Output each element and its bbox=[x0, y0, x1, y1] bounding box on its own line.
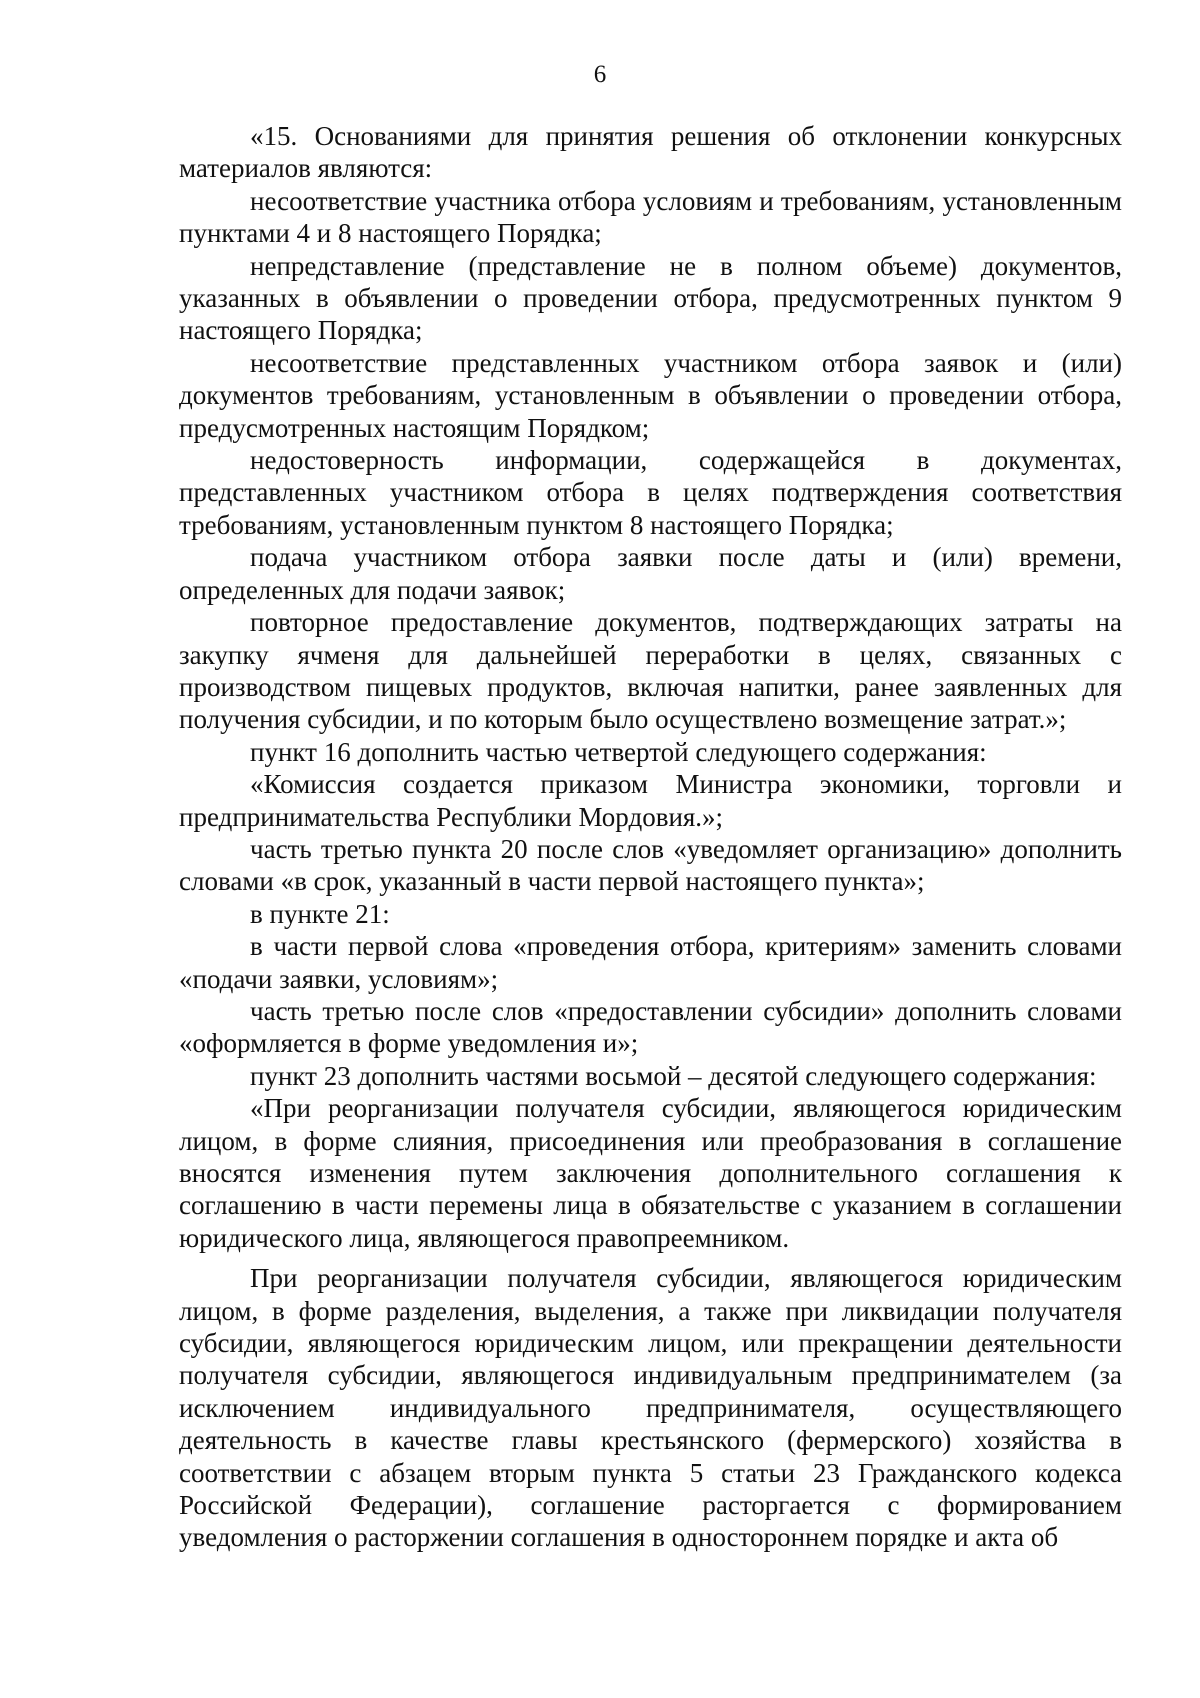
paragraph-late-submission: подача участником отбора заявки после даты и (или) времени, определенных для подачи заявок; bbox=[179, 542, 1122, 605]
paragraph-item-21-heading: в пункте 21: bbox=[250, 898, 390, 929]
paragraph-item-20-amendment: часть третью пункта 20 после слов «уведомляет организацию» дополнить словами «в срок, указанный в части первой настоящего пункта»; bbox=[179, 833, 1122, 897]
paragraph-item-21-part-1: в части первой слова «проведения отбора, критериям» заменить словами «подачи заявки, условиям»; bbox=[179, 931, 1122, 994]
page-number: 6 bbox=[593, 61, 607, 88]
paragraph-repeated-submission: повторное предоставление документов, подтверждающих затраты на закупку ячменя для дальнейшей переработки в целях, связанных с производством пищевых продуктов, включая напитки, ранее заявленных для получения субсидии, и по которым было осуществлено возмещение затрат.»; bbox=[179, 607, 1122, 735]
paragraph-non-submission-documents: непредставление (представление не в полном объеме) документов, указанных в объявлении о проведении отбора, предусмотренных пунктом 9 настоящего Порядка; bbox=[179, 250, 1122, 346]
paragraph-nonconformity-applications: несоответствие представленных участником отбора заявок и (или) документов требованиям, установленным в объявлении о проведении отбора, предусмотренных настоящим Порядком; bbox=[179, 347, 1122, 443]
paragraph-item-21-part-3: часть третью после слов «предоставлении субсидии» дополнить словами «оформляется в форме уведомления и»; bbox=[179, 995, 1122, 1059]
paragraph-reorganization-merger: «При реорганизации получателя субсидии, являющегося юридическим лицом, в форме слияния, присоединения или преобразования в соглашение вносятся изменения путем заключения дополнительного соглашения к соглашению в части перемены лица в обязательстве с указанием в соглашении юридического лица, являющегося правопреемником. bbox=[179, 1093, 1122, 1253]
paragraph-item-15: «15. Основаниями для принятия решения об отклонении конкурсных материалов являются: bbox=[179, 121, 1122, 184]
paragraph-unreliable-information: недостоверность информации, содержащейся в документах, представленных участником отбора в целях подтверждения соответствия требованиям, установленным пунктом 8 настоящего Порядка; bbox=[179, 445, 1122, 540]
paragraph-reorganization-division: При реорганизации получателя субсидии, являющегося юридическим лицом, в форме разделения, выделения, а также при ликвидации получателя субсидии, являющегося юридическим лицом, или прекращении деятельности получателя субсидии, являющегося индивидуальным предпринимателем (за исключением индивидуального предпринимателя, осуществляющего деятельность в качестве главы крестьянского (фермерского) хозяйства в соответствии с абзацем вторым пункта 5 статьи 23 Гражданского кодекса Российской Федерации), соглашение расторгается с формированием уведомления о расторжении соглашения в одностороннем порядке и акта об bbox=[179, 1263, 1122, 1553]
paragraph-item-23-amendment: пункт 23 дополнить частями восьмой – десятой следующего содержания: bbox=[250, 1060, 1097, 1091]
paragraph-commission: «Комиссия создается приказом Министра экономики, торговли и предпринимательства Республики Мордовия.»; bbox=[179, 769, 1122, 832]
document-body bbox=[179, 120, 1122, 1554]
paragraph-item-16-amendment: пункт 16 дополнить частью четвертой следующего содержания: bbox=[250, 736, 987, 767]
paragraph-nonconformity-participant: несоответствие участника отбора условиям и требованиям, установленным пунктами 4 и 8 настоящего Порядка; bbox=[179, 185, 1122, 249]
